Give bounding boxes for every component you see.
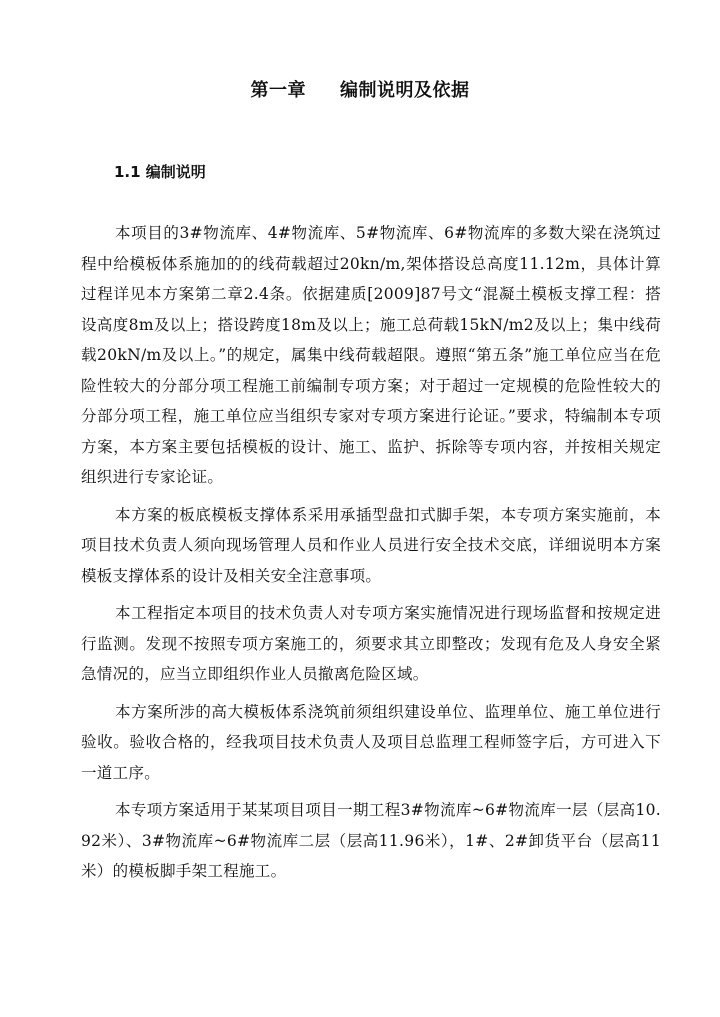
section-heading: 1.1 编制说明: [114, 163, 206, 181]
chapter-number: 第一章: [250, 80, 306, 101]
paragraph-4: 本方案所涉的高大模板体系浇筑前须组织建设单位、监理单位、施工单位进行验收。验收合格的，经我项目技术负责人及项目总监理工程师签字后，方可进入下一道工序。: [81, 702, 661, 782]
body-text: [81, 218, 661, 894]
paragraph-5: 本专项方案适用于某某项目项目一期工程3#物流库~6#物流库一层（层高10.92米）、3#物流库~6#物流库二层（层高11.96米），1#、2#卸货平台（层高11米）的模板脚手架工程施工。: [81, 801, 661, 880]
paragraph-1: 本项目的3#物流库、4#物流库、5#物流库、6#物流库的多数大梁在浇筑过程中给模板体系施加的的线荷载超过20kn/m,架体搭设总高度11.12m，具体计算过程详见本方案第二章2.4条。依据建质[2009]87号文“混凝土模板支撑工程：搭设高度8m及以上；搭设跨度18m及以上；施工总荷载15kN/m2及以上；集中线荷载20kN/m及以上。”的规定，属集中线荷载超限。遵照“第五条”施工单位应当在危险性较大的分部分项工程施工前编制专项方案；对于超过一定规模的危险性较大的分部分项工程，施工单位应当组织专家对专项方案进行论证。”要求，特编制本专项方案，本方案主要包括模板的设计、施工、监护、拆除等专项内容，并按相关规定组织进行专家论证。: [81, 224, 661, 486]
chapter-title: 编制说明及依据: [340, 80, 470, 101]
chapter-heading: [0, 78, 720, 104]
paragraph-3: 本工程指定本项目的技术负责人对专项方案实施情况进行现场监督和按规定进行监测。发现不按照专项方案施工的，须要求其立即整改；发现有危及人身安全紧急情况的，应当立即组织作业人员撤离危险区域。: [81, 604, 661, 683]
paragraph-2: 本方案的板底模板支撑体系采用承插型盘扣式脚手架，本专项方案实施前，本项目技术负责人须向现场管理人员和作业人员进行安全技术交底，详细说明本方案模板支撑体系的设计及相关安全注意事项。: [81, 505, 661, 585]
